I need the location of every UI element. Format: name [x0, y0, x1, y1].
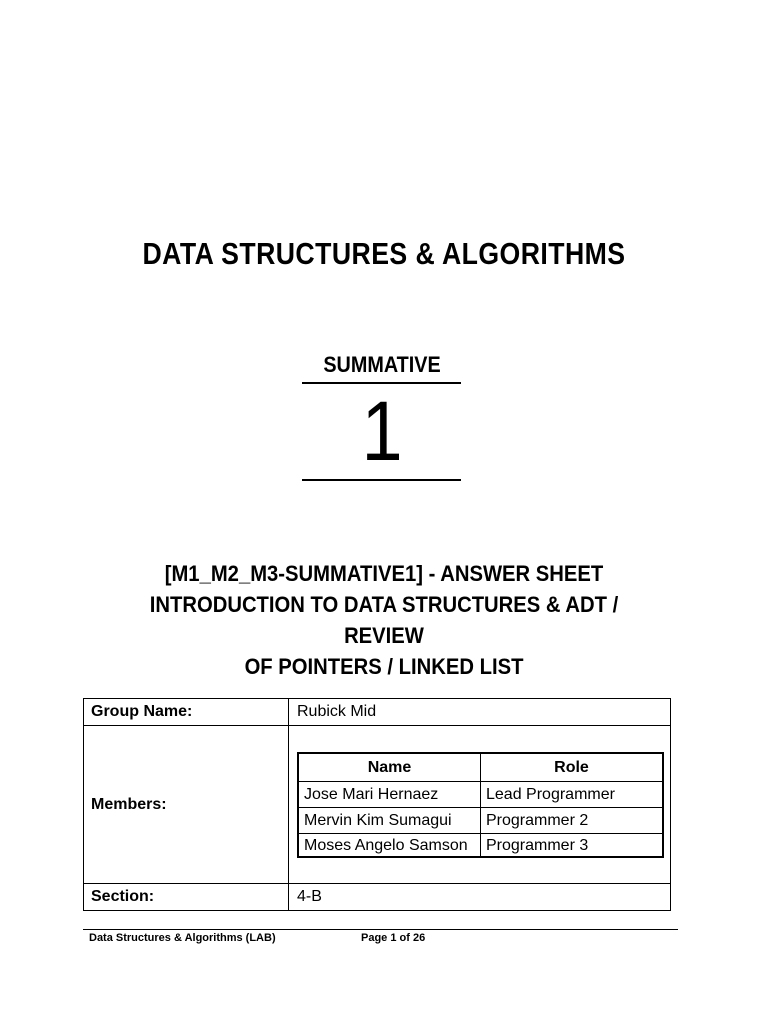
member-name: Moses Angelo Samson — [299, 834, 481, 858]
member-name: Mervin Kim Sumagui — [299, 808, 481, 833]
document-subtitle — [108, 558, 660, 682]
member-name: Jose Mari Hernaez — [299, 782, 481, 807]
summative-number: 1 — [361, 384, 403, 478]
subtitle-line: INTRODUCTION TO DATA STRUCTURES & ADT / REVIEW — [149, 592, 619, 648]
members-header-role: Role — [554, 758, 589, 776]
summative-bottom-rule — [302, 479, 461, 481]
section-value: 4-B — [297, 888, 322, 905]
members-header-name: Name — [299, 754, 481, 781]
footer-course-title: Data Structures & Algorithms (LAB) — [89, 932, 276, 944]
member-role: Programmer 3 — [486, 837, 589, 854]
table-row — [299, 782, 662, 808]
members-header-row — [299, 754, 662, 782]
document-title: DATA STRUCTURES & ALGORITHMS — [142, 236, 626, 271]
section-row — [84, 884, 670, 910]
subtitle-line: [M1_M2_M3-SUMMATIVE1] - ANSWER SHEET — [164, 561, 604, 586]
members-table — [297, 752, 664, 858]
group-name-value: Rubick Mid — [297, 703, 377, 720]
members-label: Members: — [84, 726, 289, 883]
group-name-label: Group Name: — [84, 699, 289, 725]
summative-label: SUMMATIVE — [323, 352, 441, 377]
subtitle-line: OF POINTERS / LINKED LIST — [244, 654, 524, 679]
group-name-row — [84, 699, 670, 726]
footer-divider — [83, 929, 678, 930]
table-row — [299, 834, 662, 858]
member-role: Lead Programmer — [486, 785, 615, 803]
member-role: Programmer 2 — [486, 811, 589, 829]
footer-page-number: Page 1 of 26 — [361, 932, 426, 944]
members-row — [84, 726, 670, 884]
section-label: Section: — [84, 884, 289, 910]
table-row — [299, 808, 662, 834]
group-info-table — [83, 698, 671, 911]
